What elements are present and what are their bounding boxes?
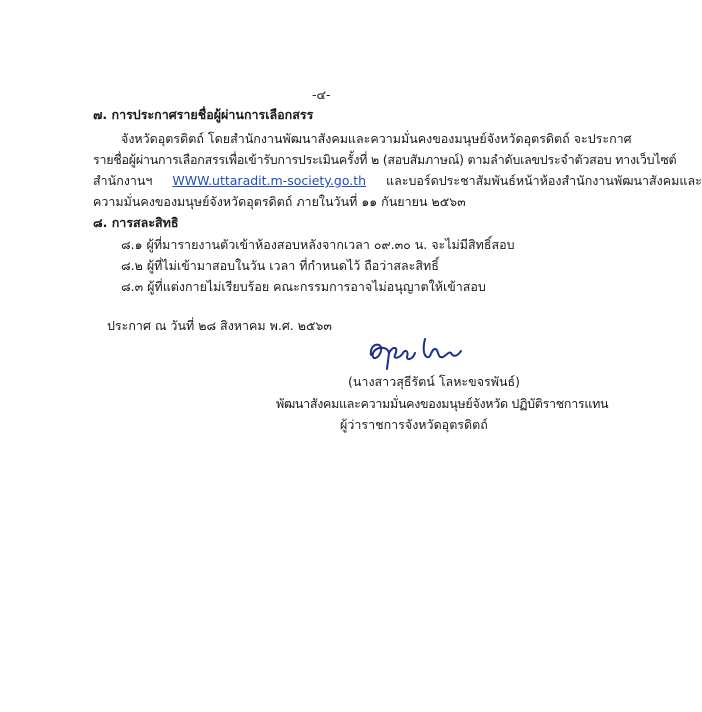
signatory-name: (นางสาวสุธีรัตน์ โลหะขจรพันธ์)	[348, 374, 521, 389]
section-8-item-1: ๘.๑ ผู้ที่มารายงานตัวเข้าห้องสอบหลังจากเวลา ๐๙.๓๐ น. จะไม่มีสิทธิ์สอบ	[121, 237, 515, 252]
section-7-para-line-3-suffix: และบอร์ดประชาสัมพันธ์หน้าห้องสำนักงานพัฒนาสังคมและ	[386, 173, 702, 188]
signatory-position-line-2: ผู้ว่าราชการจังหวัดอุตรดิตถ์	[340, 417, 488, 432]
section-7-para-line-4: ความมั่นคงของมนุษย์จังหวัดอุตรดิตถ์ ภายในวันที่ ๑๑ กันยายน ๒๕๖๓	[93, 194, 466, 209]
section-8-item-2: ๘.๒ ผู้ที่ไม่เข้ามาสอบในวัน เวลา ที่กำหนดไว้ ถือว่าสละสิทธิ์	[121, 258, 439, 273]
handwritten-signature	[365, 333, 475, 373]
section-7-para-line-3	[93, 172, 702, 190]
section-8-item-3: ๘.๓ ผู้ที่แต่งกายไม่เรียบร้อย คณะกรรมการอาจไม่อนุญาตให้เข้าสอบ	[121, 279, 486, 294]
section-7-para-line-1: จังหวัดอุตรดิตถ์ โดยสำนักงานพัฒนาสังคมและความมั่นคงของมนุษย์จังหวัดอุตรดิตถ์ จะประกาศ	[121, 131, 632, 146]
section-7-heading: ๗. การประกาศรายชื่อผู้ผ่านการเลือกสรร	[93, 107, 314, 122]
page-number: -๔-	[312, 87, 331, 102]
website-link[interactable]: WWW.uttaradit.m-society.go.th	[172, 173, 367, 188]
announcement-date: ประกาศ ณ วันที่ ๒๘ สิงหาคม พ.ศ. ๒๕๖๓	[107, 318, 332, 333]
section-7-para-line-3-prefix: สำนักงานฯ	[93, 173, 153, 188]
signatory-position-line-1: พัฒนาสังคมและความมั่นคงของมนุษย์จังหวัด ปฏิบัติราชการแทน	[276, 396, 609, 411]
section-8-heading: ๘. การสละสิทธิ	[93, 215, 179, 230]
section-7-para-line-2: รายชื่อผู้ผ่านการเลือกสรรเพื่อเข้ารับการประเมินครั้งที่ ๒ (สอบสัมภาษณ์) ตามลำดับเลขประจำตัวสอบ ทางเว็บไซต์	[93, 152, 677, 167]
